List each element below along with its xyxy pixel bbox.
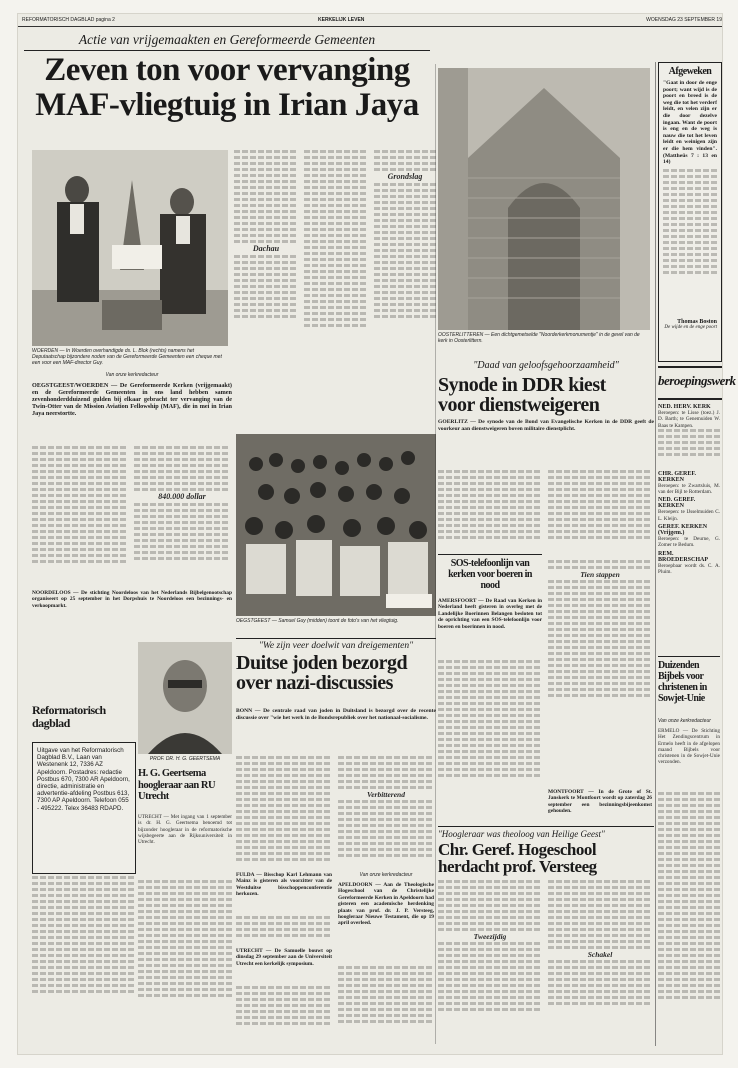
beroep-section-body: Beroepen: te Zwartsluis, M. van der Bijl te Rotterdam. — [658, 482, 720, 496]
header-center: KERKELIJK LEVEN — [318, 17, 365, 23]
synode-kicker: "Daad van geloofsgehoorzaamheid" — [473, 360, 619, 371]
fulda-body — [236, 916, 332, 944]
beroep-section-title: GEREF. KERKEN (Vrijgem.) — [658, 524, 708, 537]
lead-headline-2: MAF-vliegtuig in Irian Jaya — [35, 87, 419, 123]
chrgeref-sub: Schakel — [587, 950, 613, 959]
apeldoorn-sub: Tweezijdig — [473, 932, 507, 941]
duitse-intro: BONN — De centrale raad van joden in Duitsland is bezorgd over de recente discussie over "wie het werk in de Bondsrepubliek over het nationaal-socialisme. — [236, 708, 436, 721]
synode-sub: Tien stappen — [580, 570, 620, 579]
synode-intro: GOERLITZ — De synode van de Bond van Evangelische Kerken in de DDR geeft de voorkeur aan dienstweigeren boven militaire dienstplicht. — [438, 419, 654, 432]
beroep-section-body: Beroepbaar wordt ds. C. A. Pluim. — [658, 562, 720, 575]
church-icon — [438, 68, 650, 330]
newspaper-page — [18, 14, 736, 1054]
lead-photo — [32, 150, 228, 346]
beroep-section-title: CHR. GEREF. KERKEN — [658, 470, 696, 483]
colofon-heading — [32, 704, 136, 738]
running-header — [18, 14, 722, 27]
colofon-fineprint — [32, 876, 136, 1046]
chrgeref-headline-2: herdacht prof. Versteeg — [438, 857, 597, 876]
sos-tail: MONTFOORT — In de Grote of St. Janskerk te Montfoort wordt op zaterdag 26 september een bezinningsbijeenkomst gehouden. — [548, 789, 652, 815]
afgeweken-signature: Thomas Boston — [677, 318, 717, 325]
church-caption: OOSTERLITTEREN — Een dichtgemetselde "Noorderkerkmonumentje" in de gevel van de kerk in Oosterlittern. — [438, 332, 640, 344]
lead-headline-1: Zeven ton voor vervanging — [44, 52, 410, 88]
header-left: REFORMATORISCH DAGBLAD pagina 2 — [22, 17, 115, 23]
chrgeref-headline-1: Chr. Geref. Hogeschool — [438, 840, 597, 859]
beroep-section-title: NED. HERV. KERK — [658, 404, 711, 410]
portrait-icon — [138, 642, 232, 754]
portrait-caption: PROF. DR. H. G. GEERTSEMA — [149, 756, 221, 762]
afgeweken-quote: "Gaat in door de enge poort; want wijd is de poort en breed is de weg die tot het verderf leidt, en velen zijn er die door dezelve ingaan. Want de poort is eng en de weg is nauw die tot het leven leidt en weinigen zijn er die hem vinden". (Mattheüs 7 : 13 en 14) — [663, 80, 717, 166]
afgeweken-title: Afgeweken — [668, 66, 712, 77]
lead-body-col5 — [134, 446, 230, 586]
sos-body — [438, 660, 542, 786]
lead-sub-840: 840.000 dollar — [158, 492, 206, 501]
duitse-body-col1 — [236, 756, 332, 868]
lead-body-col4 — [32, 446, 128, 586]
synode-body-col2 — [548, 470, 652, 550]
afgeweken-box — [658, 62, 722, 362]
afgeweken-body — [659, 169, 721, 319]
beroep-section-body: Beroepen: te IJsselmuiden C. L. Kleijn. — [658, 509, 720, 522]
lead-kicker: Actie van vrijgemaakten en Gereformeerde Gemeenten — [78, 32, 376, 47]
crowd-icon — [236, 434, 436, 616]
synode-body-col3 — [548, 560, 652, 786]
lead-sub-dachau: Dachau — [252, 244, 280, 253]
bijbels-heading — [658, 656, 720, 717]
fulda-text: FULDA — Bisschop Karl Lehmann van Mainz is gisteren als voorzitter van de Westduitse bisschoppenconferentie herkozen. — [236, 872, 332, 898]
sos-heading — [438, 554, 542, 595]
photo-icon — [32, 150, 228, 346]
geertsema-headline: H. G. Geertsema hoogleraar aan RU Utrecht — [138, 768, 216, 802]
apeldoorn-intro: APELDOORN — Aan de Theologische Hogeschool van de Christelijke Gereformeerde Kerken in Apeldoorn had gisteren een academische herdenking plaats van prof. dr. J. P. Versteeg, hoogleraar Nieuwe Testament, die op 19 april overleed. — [338, 882, 434, 927]
duitse-kicker: "We zijn veer doelwit van dreigementen" — [258, 641, 414, 651]
beroepingswerk-list — [658, 402, 720, 652]
synode-body-col1 — [438, 470, 542, 550]
duitse-headline-1: Duitse joden bezorgd — [236, 652, 408, 674]
chrgeref-kicker: "Hoogleraar was theoloog van Heilige Geest" — [438, 829, 605, 839]
chrgeref-body-col1 — [438, 880, 542, 1046]
lead-byline: Van onze kerkredacteur — [105, 372, 159, 378]
lead-body-col2 — [304, 150, 368, 350]
beroepingswerk-banner — [658, 366, 736, 400]
geertsema-body — [138, 880, 232, 1046]
church-photo — [438, 68, 650, 330]
crowd-caption: OEGSTGEEST — Samuel Guy (midden) toont de foto's van het vliegtuig. — [236, 618, 399, 624]
noordeloos-text: NOORDELOOS — De stichting Noordeloos van het Nederlands Bijbelgenootschap organiseert op 25 september in het Dorpshuis te Noordeloos een bezinnings- en verkoopmarkt. — [32, 590, 232, 609]
afgeweken-signature-sub: De wijde en de enge poort — [664, 324, 717, 330]
beroep-section-title: NED. GEREF. KERKEN — [658, 497, 696, 510]
lead-photo-caption: WOERDEN — In Woerden overhandigde ds. L. Blok (rechts) namens het Deputaatschap bijzondere noden van de Gereformeerde Gemeenten een cheque met een voor een MAF-director Guy. — [32, 348, 222, 366]
crowd-photo — [236, 434, 436, 616]
apeldoorn-body — [338, 966, 434, 1046]
lead-sub-grondslag: Grondslag — [387, 172, 423, 181]
lead-body-col1 — [234, 150, 298, 350]
synode-headline-1: Synode in DDR kiest — [438, 374, 606, 396]
utrecht-kort-body — [236, 986, 332, 1046]
lead-intro: OEGSTGEEST/WOERDEN — De Gereformeerde Kerken (vrijgemaakt) en de Gereformeerde Gemeenten in ons land hebben samen zevenhonderdduizend gulden bij elkaar gebracht ter vervanging van de Twin-Otter van de Mission Aviation Fellowship (MAF), die in mei in Irian Jaya neerstortte. — [32, 382, 232, 417]
chrgeref-body-col2 — [548, 880, 652, 1046]
bijbels-headline: Duizenden Bijbels voor christenen in Sowjet-Unie — [658, 660, 707, 704]
duitse-heading — [236, 638, 436, 705]
bijbels-body — [658, 792, 720, 1046]
colofon-box — [32, 742, 136, 874]
geertsema-heading — [138, 768, 232, 812]
apeldoorn-byline: Van onze kerkredacteur — [359, 872, 413, 878]
header-right: WOENSDAG 23 SEPTEMBER 19 — [646, 17, 722, 23]
beroep-section-body: Beroepen: te Deurne, G. Zomer te Bedum. — [658, 536, 720, 549]
chrgeref-heading — [438, 826, 654, 875]
colofon-body: Uitgave van het Reformatorisch Dagblad B.V., Laan van Westenenk 12, 7336 AZ Apeldoorn. Postadres: redactie Postbus 670, 7300 AR Apeldoorn, directie, administratie en advertentie-afdeling Postbus 613, 7300 AP Apeldoorn. Telefoon 055 - 495222. Telex 36483 RDAPD. — [37, 747, 130, 812]
duitse-headline-2: over nazi-discussies — [236, 672, 393, 694]
lead-body-col3 — [374, 150, 436, 350]
bijbels-byline: Van onze kerkredacteur — [658, 718, 711, 724]
beroepingswerk-title: beroepingswerk — [658, 373, 736, 388]
bijbels-intro: ERMELO — De Stichting Het Zendingscentrum in Ermelo heeft in de afgelopen maand Bijbels voor christenen in de Sowjet-Unie verzonden. — [658, 728, 720, 766]
beroep-section-body: Beroepen: te Lisse (toez.) J. D. Barth; te Genemuiden W. Baas te Kampen. — [658, 410, 720, 429]
geertsema-intro: UTRECHT — Met ingang van 1 september is dr. H. G. Geertsema benoemd tot bijzonder hoogleraar in de reformatorische wijsbegeerte aan de Rijksuniversiteit in Utrecht. — [138, 814, 232, 846]
synode-headline-2: voor dienstweigeren — [438, 394, 600, 416]
lead-article-heading — [24, 30, 430, 160]
duitse-body-col2 — [338, 756, 434, 868]
sos-intro: AMERSFOORT — De Raad van Kerken in Nederland heeft gisteren in overleg met de Landelijke Boerinnen Belangen besloten tot de oprichting van een SOS-telefoonlijn voor boeren en boerinnen in nood. — [438, 598, 542, 630]
utrecht-kort-text: UTRECHT — De Samuelle bouwt op dinsdag 29 september aan de Universiteit Utrecht een kerkelijk symposium. — [236, 948, 332, 967]
portrait-photo — [138, 642, 232, 754]
beroep-section-title: REM. BROEDERSCHAP — [658, 550, 709, 563]
duitse-sub: Verbitterend — [367, 790, 405, 799]
sos-headline: SOS-telefoonlijn van kerken voor boeren in nood — [448, 558, 532, 591]
colofon-title: Reformatorisch dagblad — [32, 703, 106, 730]
synode-heading — [438, 360, 654, 466]
